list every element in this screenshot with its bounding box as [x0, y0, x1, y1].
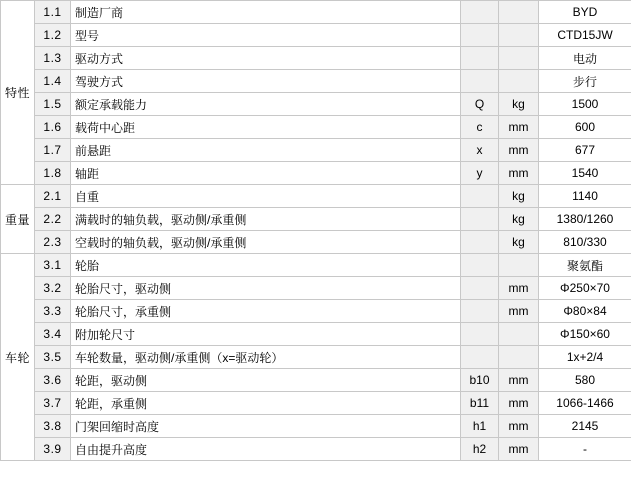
- row-symbol: [461, 323, 499, 346]
- row-symbol: [461, 24, 499, 47]
- table-row: [1, 254, 631, 277]
- table-row: [1, 116, 631, 139]
- row-name: 轮胎尺寸，承重侧: [71, 300, 461, 323]
- row-value: 聚氨酯: [539, 254, 631, 277]
- table-row: [1, 438, 631, 461]
- row-number: 1.2: [35, 24, 71, 47]
- row-value: Φ250×70: [539, 277, 631, 300]
- table-row: [1, 93, 631, 116]
- group-label: 特性: [1, 1, 35, 185]
- row-value: 810/330: [539, 231, 631, 254]
- table-row: [1, 185, 631, 208]
- row-unit: kg: [499, 185, 539, 208]
- row-value: 1066-1466: [539, 392, 631, 415]
- table-row: [1, 70, 631, 93]
- row-number: 1.5: [35, 93, 71, 116]
- row-number: 2.2: [35, 208, 71, 231]
- row-symbol: h1: [461, 415, 499, 438]
- row-name: 型号: [71, 24, 461, 47]
- row-number: 3.4: [35, 323, 71, 346]
- row-symbol: [461, 254, 499, 277]
- row-symbol: [461, 300, 499, 323]
- table-row: [1, 323, 631, 346]
- table-row: [1, 162, 631, 185]
- row-unit: [499, 323, 539, 346]
- row-symbol: Q: [461, 93, 499, 116]
- row-number: 3.9: [35, 438, 71, 461]
- table-row: [1, 208, 631, 231]
- table-row: [1, 231, 631, 254]
- row-name: 轮距，承重侧: [71, 392, 461, 415]
- row-value: 步行: [539, 70, 631, 93]
- row-number: 3.5: [35, 346, 71, 369]
- table-row: [1, 24, 631, 47]
- table-row: [1, 47, 631, 70]
- row-value: 677: [539, 139, 631, 162]
- row-number: 1.1: [35, 1, 71, 24]
- table-row: [1, 369, 631, 392]
- row-name: 空载时的轴负载，驱动侧/承重侧: [71, 231, 461, 254]
- row-unit: kg: [499, 231, 539, 254]
- row-unit: mm: [499, 139, 539, 162]
- row-number: 1.8: [35, 162, 71, 185]
- row-name: 门架回缩时高度: [71, 415, 461, 438]
- row-value: 电动: [539, 47, 631, 70]
- row-value: BYD: [539, 1, 631, 24]
- row-unit: [499, 254, 539, 277]
- row-unit: mm: [499, 415, 539, 438]
- row-value: 1140: [539, 185, 631, 208]
- row-name: 驾驶方式: [71, 70, 461, 93]
- row-symbol: [461, 346, 499, 369]
- row-name: 车轮数量，驱动侧/承重侧（x=驱动轮）: [71, 346, 461, 369]
- row-symbol: [461, 185, 499, 208]
- row-value: Φ150×60: [539, 323, 631, 346]
- row-unit: mm: [499, 116, 539, 139]
- row-unit: mm: [499, 369, 539, 392]
- row-name: 满载时的轴负载，驱动侧/承重侧: [71, 208, 461, 231]
- table-row: [1, 415, 631, 438]
- row-number: 3.8: [35, 415, 71, 438]
- row-symbol: b10: [461, 369, 499, 392]
- table-row: [1, 392, 631, 415]
- row-number: 1.3: [35, 47, 71, 70]
- row-symbol: [461, 277, 499, 300]
- group-label: 重量: [1, 185, 35, 254]
- row-unit: kg: [499, 208, 539, 231]
- row-value: -: [539, 438, 631, 461]
- row-value: 1x+2/4: [539, 346, 631, 369]
- table-row: [1, 139, 631, 162]
- row-value: 1380/1260: [539, 208, 631, 231]
- row-name: 轮距，驱动侧: [71, 369, 461, 392]
- row-name: 前悬距: [71, 139, 461, 162]
- row-number: 1.6: [35, 116, 71, 139]
- row-name: 额定承载能力: [71, 93, 461, 116]
- row-unit: [499, 1, 539, 24]
- row-value: 1500: [539, 93, 631, 116]
- row-unit: mm: [499, 438, 539, 461]
- row-unit: [499, 24, 539, 47]
- row-number: 3.3: [35, 300, 71, 323]
- row-name: 自重: [71, 185, 461, 208]
- row-symbol: [461, 208, 499, 231]
- row-unit: [499, 47, 539, 70]
- row-name: 制造厂商: [71, 1, 461, 24]
- table-row: [1, 300, 631, 323]
- row-symbol: c: [461, 116, 499, 139]
- row-number: 3.2: [35, 277, 71, 300]
- row-unit: mm: [499, 392, 539, 415]
- row-value: 600: [539, 116, 631, 139]
- row-unit: mm: [499, 300, 539, 323]
- row-unit: mm: [499, 162, 539, 185]
- table-row: [1, 1, 631, 24]
- row-symbol: [461, 231, 499, 254]
- row-symbol: [461, 47, 499, 70]
- row-number: 2.1: [35, 185, 71, 208]
- row-number: 3.7: [35, 392, 71, 415]
- row-symbol: b11: [461, 392, 499, 415]
- row-unit: kg: [499, 93, 539, 116]
- row-value: 580: [539, 369, 631, 392]
- row-number: 1.7: [35, 139, 71, 162]
- row-name: 轮胎: [71, 254, 461, 277]
- row-number: 3.1: [35, 254, 71, 277]
- table-row: [1, 346, 631, 369]
- row-unit: mm: [499, 277, 539, 300]
- row-name: 轮胎尺寸，驱动侧: [71, 277, 461, 300]
- row-name: 自由提升高度: [71, 438, 461, 461]
- row-number: 2.3: [35, 231, 71, 254]
- row-symbol: y: [461, 162, 499, 185]
- row-value: Φ80×84: [539, 300, 631, 323]
- row-value: 2145: [539, 415, 631, 438]
- row-symbol: x: [461, 139, 499, 162]
- row-number: 1.4: [35, 70, 71, 93]
- row-name: 载荷中心距: [71, 116, 461, 139]
- row-name: 轴距: [71, 162, 461, 185]
- row-value: 1540: [539, 162, 631, 185]
- row-unit: [499, 346, 539, 369]
- group-label: 车轮: [1, 254, 35, 461]
- table-row: [1, 277, 631, 300]
- row-name: 附加轮尺寸: [71, 323, 461, 346]
- row-symbol: [461, 70, 499, 93]
- row-number: 3.6: [35, 369, 71, 392]
- row-name: 驱动方式: [71, 47, 461, 70]
- row-symbol: h2: [461, 438, 499, 461]
- specification-table-body: [1, 1, 631, 461]
- row-value: CTD15JW: [539, 24, 631, 47]
- row-symbol: [461, 1, 499, 24]
- row-unit: [499, 70, 539, 93]
